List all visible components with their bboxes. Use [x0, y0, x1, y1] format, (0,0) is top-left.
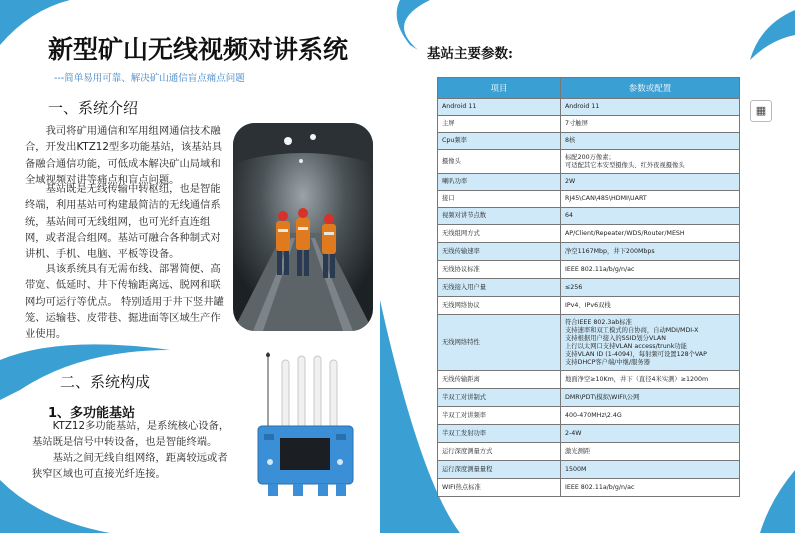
param-name: 无线网络特性: [438, 315, 561, 371]
param-value-line: RJ45\CAN\485\HDMI\UART: [565, 195, 647, 202]
param-value-line: 2W: [565, 178, 576, 185]
table-row: [438, 99, 740, 116]
param-name: 无线网络协议: [438, 297, 561, 315]
table-row: [438, 174, 740, 191]
param-name: Cpu频率: [438, 133, 561, 150]
table-row: [438, 297, 740, 315]
page-title: 新型矿山无线视频对讲系统: [48, 35, 349, 64]
param-name: 半双工发射功率: [438, 425, 561, 443]
param-value: [561, 150, 740, 174]
param-name: 运行深度测量方式: [438, 443, 561, 461]
param-value: [561, 407, 740, 425]
param-value: [561, 425, 740, 443]
table-row: [438, 208, 740, 225]
param-value: [561, 315, 740, 371]
param-value-line: 上行以太网口支持VLAN access/trunk功能: [565, 342, 687, 350]
param-value: [561, 479, 740, 497]
section-intro-heading: 一、系统介绍: [48, 99, 139, 117]
param-value: [561, 133, 740, 150]
param-name: 喇叭功率: [438, 174, 561, 191]
intro-paragraph-3: 具该系统具有无需布线、部署简便、高带宽、低延时、井下传输距离远、脱网和联网均可运行等优点。 特别适用于井下竖井罐笼、运输巷、皮带巷、掘进面等区域生产作业使用。: [25, 263, 224, 341]
param-value: [561, 99, 740, 116]
mine-tunnel-photo: [233, 123, 373, 331]
param-value: [561, 208, 740, 225]
param-value-line: 标配200万像素；: [565, 153, 615, 161]
param-value: [561, 225, 740, 243]
param-value: [561, 297, 740, 315]
params-table: [437, 77, 740, 497]
param-value: [561, 191, 740, 208]
param-value-line: 1500M: [565, 465, 587, 473]
param-value: [561, 116, 740, 133]
param-value-line: IEEE 802.11a/b/g/n/ac: [565, 265, 635, 273]
subsection-base-station-heading: 1、多功能基站: [48, 406, 136, 421]
param-value: [561, 243, 740, 261]
params-table-header-row: [438, 78, 740, 99]
param-value-line: 64: [565, 212, 574, 219]
table-row: [438, 261, 740, 279]
table-row: [438, 389, 740, 407]
params-column-value: 参数或配置: [561, 78, 740, 99]
param-value-line: 支持根据用户接入的SSID划分VLAN: [565, 334, 666, 342]
param-value: [561, 279, 740, 297]
section-composition-heading: 二、系统构成: [60, 373, 151, 391]
param-value-line: 可适配其它本安型摄像头、红外夜视摄像头: [565, 161, 685, 169]
param-value-line: DMR\PDT\模拟\WIFI\公网: [565, 393, 640, 401]
param-name: 无线协议标准: [438, 261, 561, 279]
base-station-device-image: [248, 352, 363, 502]
table-row: [438, 225, 740, 243]
param-value-line: 8核: [565, 137, 576, 144]
params-heading: 基站主要参数:: [427, 46, 513, 62]
param-name: 运行深度测量量程: [438, 461, 561, 479]
param-value-line: 激光测距: [565, 447, 591, 455]
table-row: [438, 407, 740, 425]
table-row: [438, 443, 740, 461]
param-name: 视频对讲节点数: [438, 208, 561, 225]
intro-paragraph-1: 我司将矿用通信和军用组网通信技术融合，开发出KTZ12型多功能基站，该基站具备融合通信功能，可低成本解决矿山局域和全域视频对讲等痛点和盲点问题。: [25, 125, 223, 186]
param-value-line: 7寸触屏: [565, 120, 588, 127]
param-value: [561, 371, 740, 389]
param-value: [561, 174, 740, 191]
param-name: 半双工对讲频率: [438, 407, 561, 425]
param-value-line: 支持VLAN ID (1-4094)，每射频可设置128个VAP: [565, 350, 707, 358]
param-value-line: Android 11: [565, 103, 600, 110]
page-subtitle: ---简单易用可靠、解决矿山通信盲点痛点问题: [54, 73, 245, 84]
table-row: [438, 150, 740, 174]
composition-paragraph-2: 基站之间无线自组网络，距离较远或者狭窄区域也可直接光纤连接。: [32, 452, 228, 481]
param-value: [561, 261, 740, 279]
param-value-line: 净空1167Mbp，井下200Mbps: [565, 247, 655, 255]
table-row: [438, 191, 740, 208]
table-row: [438, 243, 740, 261]
param-value-line: IEEE 802.11a/b/g/n/ac: [565, 483, 635, 491]
table-row: [438, 371, 740, 389]
table-row: [438, 461, 740, 479]
param-value: [561, 443, 740, 461]
param-name: WIFI热点标准: [438, 479, 561, 497]
param-value-line: 支持速率和双工模式的自协商，自动MDI/MDI-X: [565, 326, 699, 334]
param-value-line: 地面净空≥10Km，井下（直径4米实测）≥1200m: [565, 375, 709, 383]
param-value: [561, 461, 740, 479]
param-value-line: ≤256: [565, 283, 583, 291]
param-name: 无线传输距离: [438, 371, 561, 389]
param-name: 无线传输速率: [438, 243, 561, 261]
table-row: [438, 133, 740, 150]
param-name: 摄像头: [438, 150, 561, 174]
table-row: [438, 279, 740, 297]
intro-paragraph-2: 基站既是无线传输中转枢纽，也是智能终端，利用基站可构建最简洁的无线通信系统，基站间可无线组网，也可光纤直连组网，或者混合组网。基站可融合各种制式对讲机、手机、电脑、平板等设备。: [25, 183, 221, 261]
table-row: [438, 425, 740, 443]
table-row: [438, 116, 740, 133]
table-row: [438, 315, 740, 371]
param-value-line: 符合IEEE 802.3ab标准: [565, 318, 632, 326]
param-value-line: IPv4、IPv6双栈: [565, 301, 611, 309]
param-value-line: AP/Client/Repeater/WDS/Router/MESH: [565, 229, 685, 237]
param-value-line: 400-470MHz\2.4G: [565, 411, 622, 419]
param-value-line: 2-4W: [565, 429, 582, 437]
param-name: 半双工对讲制式: [438, 389, 561, 407]
param-value: [561, 389, 740, 407]
params-table-body: [438, 99, 740, 497]
param-name: 无线组网方式: [438, 225, 561, 243]
param-name: 主屏: [438, 116, 561, 133]
param-value-line: 支持DHCP客户端/中继/服务器: [565, 358, 650, 366]
param-name: Android 11: [438, 99, 561, 116]
params-column-item: 项目: [438, 78, 561, 99]
param-name: 无线接入用户量: [438, 279, 561, 297]
table-row: [438, 479, 740, 497]
qr-code-icon[interactable]: ▦: [750, 100, 772, 122]
composition-paragraph-1: KTZ12多功能基站，是系统核心设备，基站既是信号中转设备，也是智能终端。: [32, 420, 230, 449]
param-name: 接口: [438, 191, 561, 208]
